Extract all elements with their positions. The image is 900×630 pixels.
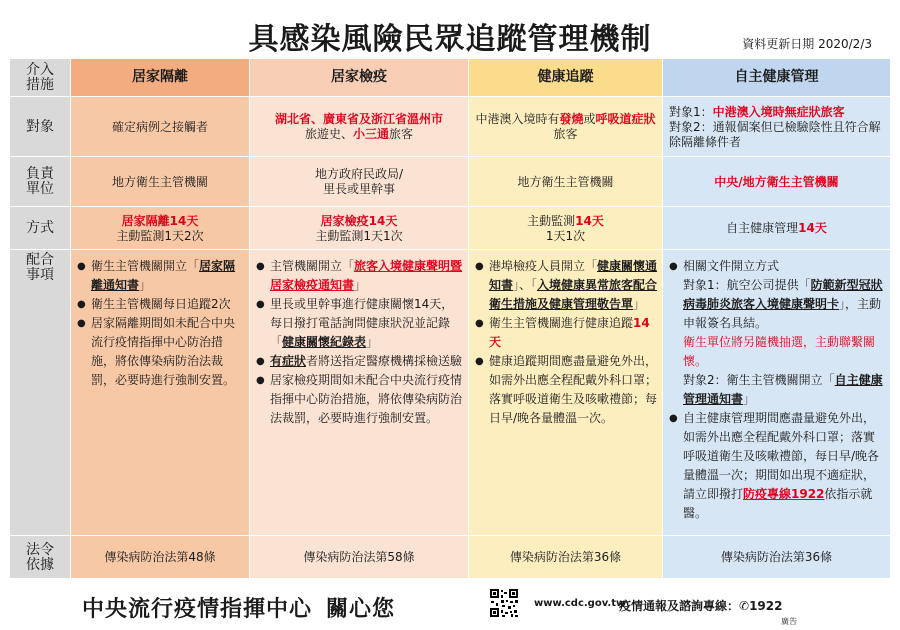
list-item: ● 主管機關開立「旅客入境健康聲明暨居家檢疫通知書」 <box>256 259 463 292</box>
row-label-measures: 配合 事項 <box>10 251 70 536</box>
method-cell: 主動監測14天 1天1次 <box>469 208 662 250</box>
footer-org <box>82 592 395 623</box>
list-item: ● 相關文件開立方式 <box>669 259 780 273</box>
column-home-quarantine <box>250 59 468 578</box>
policy-table <box>10 59 890 578</box>
method-cell: 自主健康管理14天 <box>663 208 890 250</box>
row-label-method: 方式 <box>10 208 70 250</box>
column-header: 健康追蹤 <box>469 59 662 97</box>
ad-label: 廣告 <box>781 617 797 626</box>
row-label-unit: 負責 單位 <box>10 158 70 207</box>
list-item: ● 衛生主管機關開立「居家隔離通知書」 <box>77 259 236 292</box>
legal-cell: 傳染病防治法第36條 <box>509 550 622 564</box>
list-item: ● 港埠檢疫人員開立「健康關懷通知書」、「入境健康異常旅客配合衛生措施及健康管理敬告單」 <box>475 259 658 311</box>
list-item: ● 健康追蹤期間應盡量避免外出，如需外出應全程配戴外科口罩；落實呼吸道衛生及咳嗽禮節；每日早/晚各量體溫一次。 <box>475 354 658 425</box>
method-cell: 居家檢疫14天 主動監測1天1次 <box>250 208 468 250</box>
row-label-measure: 介入 措施 <box>10 59 70 97</box>
target-cell: 中港澳入境時有發燒或呼吸道症狀旅客 <box>469 98 662 157</box>
row-label-target: 對象 <box>10 98 70 157</box>
hotline <box>619 597 782 614</box>
list-item: ● 自主健康管理期間應盡量避免外出，如需外出應全程配戴外科口罩；落實呼吸道衛生及咳嗽禮節，每日早/晚各量體溫一次；期間如出現不適症狀，請立即撥打防疫專線1922依指示就醫。 <box>669 411 880 520</box>
list-item: ● 有症狀者將送指定醫療機構採檢送驗 <box>256 354 463 368</box>
sub-item: 對象1：航空公司提供「防範新型冠狀病毒肺炎旅客入境健康聲明卡」，主動申報簽名具結。 衛生單位將另隨機抽選，主動聯繫關懷。 <box>683 278 883 368</box>
row-label-legal: 法令 依據 <box>26 541 54 573</box>
care-text: 關心您 <box>326 597 396 622</box>
measures-cell <box>250 251 468 536</box>
column-self-health-management <box>663 59 890 578</box>
method-cell: 居家隔離14天 主動監測1天2次 <box>71 208 249 250</box>
column-home-isolation <box>71 59 249 578</box>
target-cell: 對象1：中港澳入境時無症狀旅客 對象2：通報個案但已檢驗陰性且符合解除隔離條件者 <box>663 98 890 157</box>
sub-item: 對象2：衛生主管機關開立「自主健康管理通知書」 <box>683 373 883 406</box>
update-date: 資料更新日期 2020/2/3 <box>742 37 872 51</box>
list-item: ● 衛生主管機關每日追蹤2次 <box>77 297 231 311</box>
unit-cell: 中央/地方衛生主管機關 <box>663 158 890 207</box>
list-item: ● 居家檢疫期間如未配合中央流行疫情指揮中心防治措施，將依傳染病防治法裁罰，必要時進行強制安置。 <box>256 373 463 425</box>
target-cell: 湖北省、廣東省及浙江省溫州市 旅遊史、小三通旅客 <box>250 98 468 157</box>
legal-cell: 傳染病防治法第48條 <box>104 550 216 564</box>
unit-cell: 地方政府民政局/ 里長或里幹事 <box>250 158 468 207</box>
target-cell: 確定病例之接觸者 <box>71 98 249 157</box>
list-item: ● 居家隔離期間如未配合中央流行疫情指揮中心防治措施，將依傳染病防治法裁罰，必要時進行強制安置。 <box>77 316 236 387</box>
legal-cell: 傳染病防治法第36條 <box>720 550 833 564</box>
unit-cell: 地方衛生主管機關 <box>469 158 662 207</box>
measures-cell <box>71 251 249 536</box>
phone-icon: ✆ <box>739 599 750 613</box>
unit-cell: 地方衛生主管機關 <box>71 158 249 207</box>
qr-code-icon <box>489 588 519 618</box>
hotline-number: 1922 <box>749 599 783 613</box>
legal-cell: 傳染病防治法第58條 <box>303 550 415 564</box>
measures-cell <box>469 251 662 536</box>
list-item: ● 衛生主管機關進行健康追蹤14天 <box>475 316 650 349</box>
org-name: 中央流行疫情指揮中心 <box>82 597 313 622</box>
page-title: 具感染風險民眾追蹤管理機制 <box>248 22 652 57</box>
measures-cell <box>663 251 890 536</box>
column-header: 自主健康管理 <box>663 59 890 97</box>
column-health-tracking <box>469 59 662 578</box>
column-header: 居家檢疫 <box>250 59 468 97</box>
website-url: www.cdc.gov.tw <box>534 598 626 609</box>
hotline-label: 疫情通報及諮詢專線： <box>619 599 740 613</box>
row-label-column <box>10 59 70 578</box>
column-header: 居家隔離 <box>71 59 249 97</box>
list-item: ● 里長或里幹事進行健康關懷14天，每日撥打電話詢問健康狀況並記錄「健康關懷紀錄表」 <box>256 297 454 349</box>
